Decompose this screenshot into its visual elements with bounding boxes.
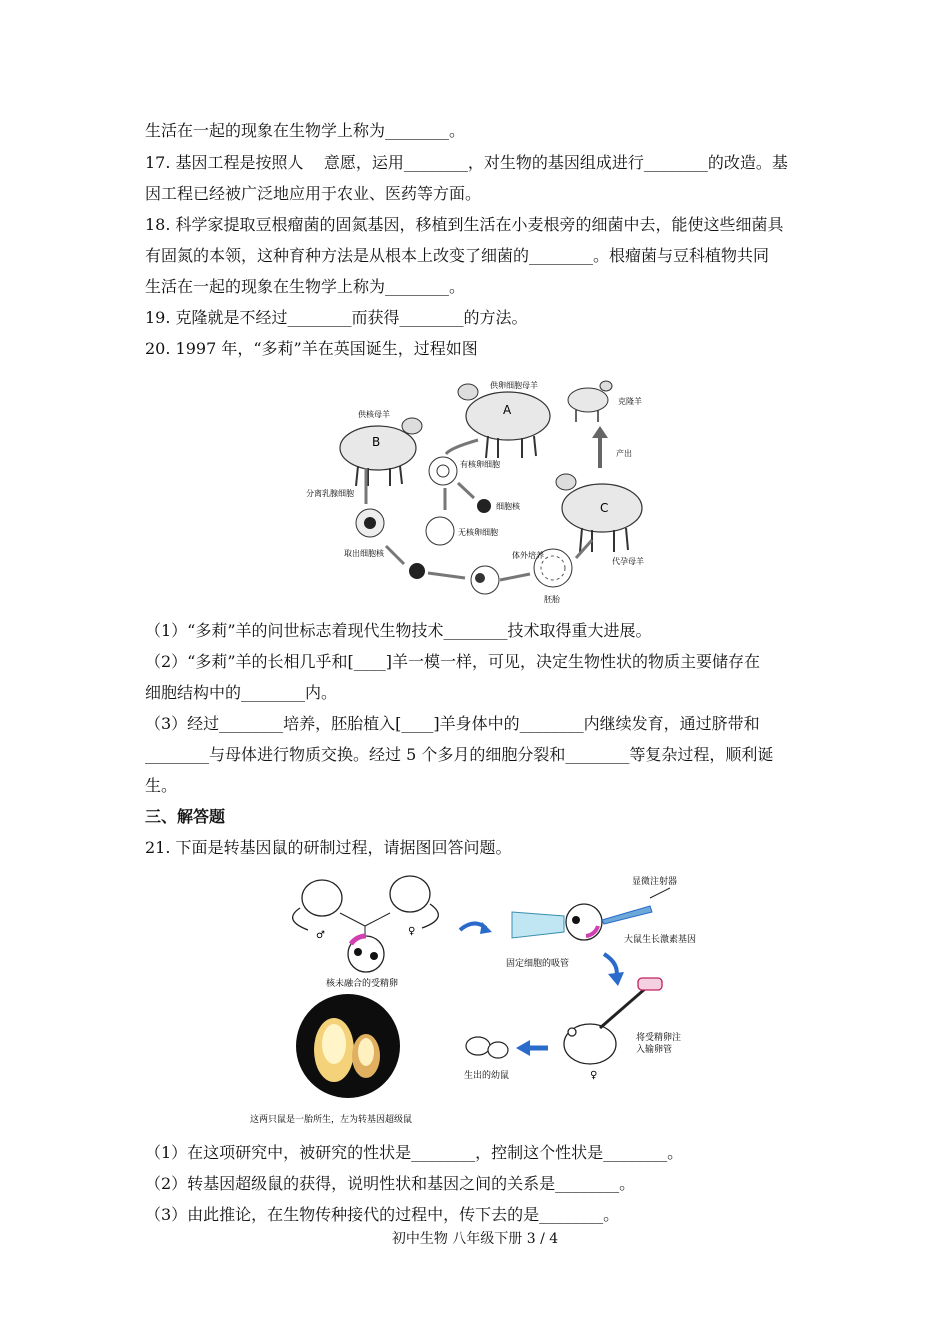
super-mouse-photo xyxy=(296,994,400,1098)
surrogate-label: 代孕母羊 xyxy=(612,557,644,566)
separate-mammary-label: 分离乳腺细胞 xyxy=(306,489,354,498)
inject-oviduct-label-1: 将受精卵注 xyxy=(636,1033,682,1043)
newborn-mice-icon xyxy=(466,1037,508,1058)
sheep-c-label: C xyxy=(600,501,609,515)
female-symbol: ♀ xyxy=(408,926,416,937)
take-nucleus-label: 取出细胞核 xyxy=(344,549,384,558)
question-20-3: （3）经过________培养，胚胎植入[____]羊身体中的________内继续发育，通过脐带和 xyxy=(145,714,760,733)
question-19: 19. 克隆就是不经过________而获得________的方法。 xyxy=(145,308,528,327)
sheep-a-icon xyxy=(458,384,550,458)
unfused-egg-label: 核未融合的受精卵 xyxy=(326,979,399,989)
nucleated-egg-label: 有核卵细胞 xyxy=(460,460,500,469)
question-21-3: （3）由此推论，在生物传种接代的过程中，传下去的是________。 xyxy=(145,1205,620,1224)
sheep-a-label: A xyxy=(503,403,512,417)
donor-nucleus-mother-label: 供核母羊 xyxy=(358,410,390,419)
newborn-label: 生出的幼鼠 xyxy=(464,1071,510,1081)
produce-label: 产出 xyxy=(616,449,632,458)
sheep-b-label: B xyxy=(372,435,381,449)
text-line: 生活在一起的现象在生物学上称为________。 xyxy=(145,277,466,296)
inject-oviduct-label-2: 入输卵管 xyxy=(636,1045,673,1055)
male-symbol: ♂ xyxy=(316,930,325,941)
text-line: 生。 xyxy=(145,776,178,795)
text-line: 因工程已经被广泛地应用于农业、医药等方面。 xyxy=(145,184,482,203)
text-line: 细胞结构中的________内。 xyxy=(145,683,338,702)
text-line: 有固氮的本领，这种育种方法是从根本上改变了细菌的________。根瘤菌与豆科植物共同 xyxy=(145,246,770,265)
dolly-cloning-figure xyxy=(300,368,660,610)
page-footer: 初中生物 八年级下册 3 / 4 xyxy=(391,1231,559,1247)
question-21: 21. 下面是转基因鼠的研制过程，请据图回答问题。 xyxy=(145,838,512,857)
section-heading: 三、解答题 xyxy=(145,807,226,826)
transgenic-mouse-figure xyxy=(250,868,710,1130)
female-symbol: ♀ xyxy=(590,1070,598,1081)
question-17: 17. 基因工程是按照人 意愿，运用________，对生物的基因组成进行________的改造。基 xyxy=(145,153,788,172)
microinjector-label: 显微注射器 xyxy=(632,877,678,887)
question-20: 20. 1997 年，“多莉”羊在英国诞生，过程如图 xyxy=(145,339,478,358)
question-18: 18. 科学家提取豆根瘤菌的固氮基因，移植到生活在小麦根旁的细菌中去，能使这些细菌具 xyxy=(145,215,784,234)
in-vitro-culture-label: 体外培养 xyxy=(512,551,544,560)
microinjection-icon xyxy=(512,888,670,940)
question-20-2: （2）“多莉”羊的长相几乎和[____]羊一模一样，可见，决定生物性状的物质主要储存在 xyxy=(145,652,761,671)
question-21-1: （1）在这项研究中，被研究的性状是________，控制这个性状是________。 xyxy=(145,1143,684,1162)
sheep-c-icon xyxy=(556,474,642,552)
cloned-sheep-icon xyxy=(568,381,612,422)
growth-hormone-gene-label: 大鼠生长激素基因 xyxy=(624,935,697,945)
sheep-b-icon xyxy=(340,418,422,486)
photo-caption: 这两只鼠是一胎所生，左为转基因超级鼠 xyxy=(250,1115,413,1125)
enucleated-egg-label: 无核卵细胞 xyxy=(458,528,498,537)
donor-egg-mother-label: 供卵细胞母羊 xyxy=(490,381,538,390)
cloned-sheep-label: 克隆羊 xyxy=(618,397,642,406)
holding-pipette-label: 固定细胞的吸管 xyxy=(506,959,570,969)
question-20-1: （1）“多莉”羊的问世标志着现代生物技术________技术取得重大进展。 xyxy=(145,621,652,640)
text-line: 生活在一起的现象在生物学上称为________。 xyxy=(145,121,466,140)
cell-nucleus-label: 细胞核 xyxy=(496,502,520,511)
question-21-2: （2）转基因超级鼠的获得，说明性状和基因之间的关系是________。 xyxy=(145,1174,636,1193)
embryo-label: 胚胎 xyxy=(544,595,560,604)
text-line: ________与母体进行物质交换。经过 5 个多月的细胞分裂和________等复杂过程，顺利诞 xyxy=(145,745,774,764)
parent-mice-icon xyxy=(293,876,439,930)
